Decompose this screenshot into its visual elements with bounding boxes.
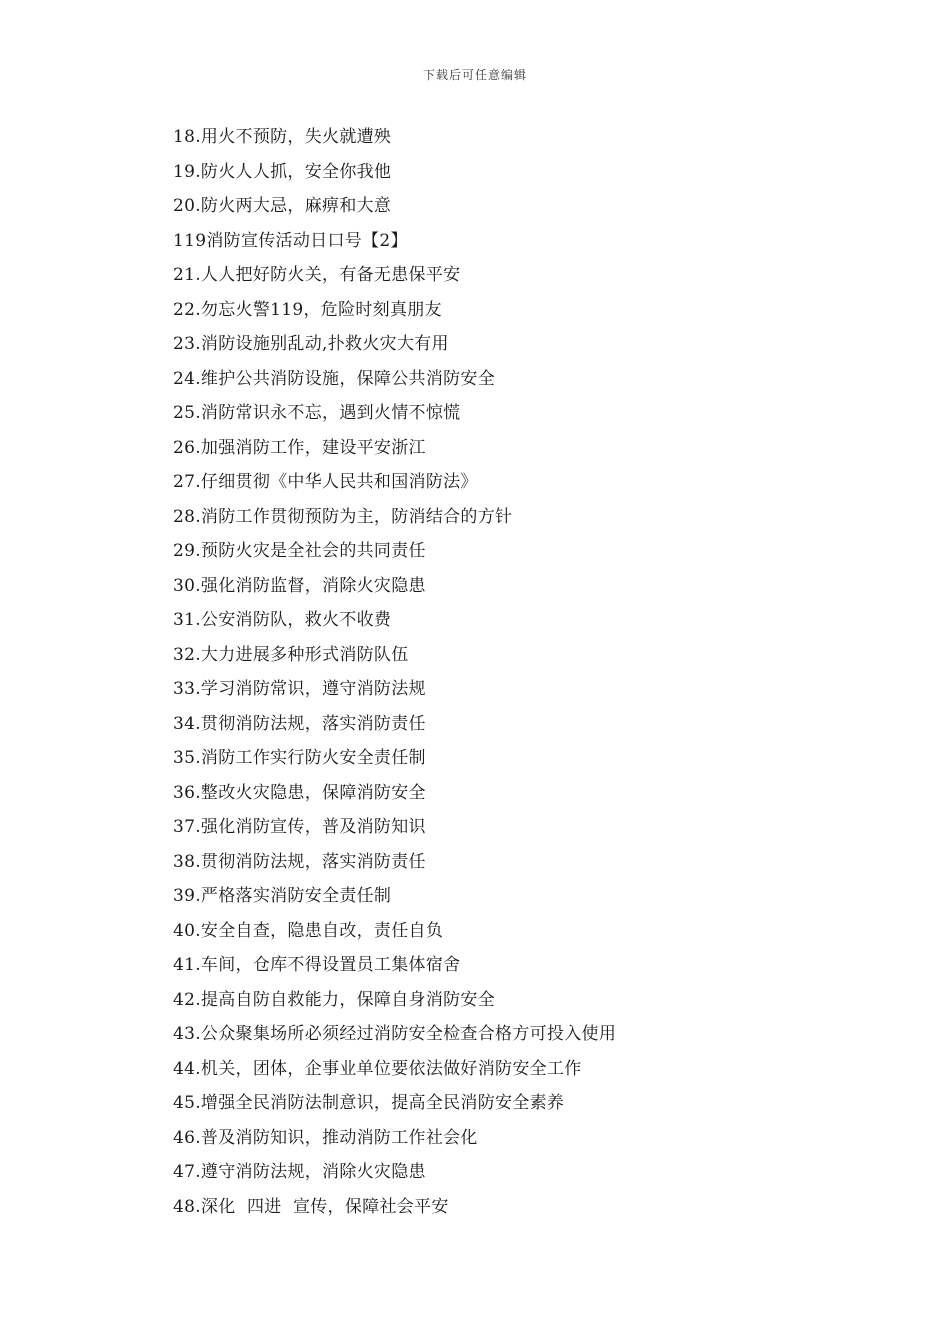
slogan-line: 32.大力进展多种形式消防队伍	[173, 644, 409, 665]
slogan-line: 29.预防火灾是全社会的共同责任	[173, 541, 426, 561]
slogan-line: 30.强化消防监督，消除火灾隐患	[173, 575, 426, 596]
slogan-line: 37.强化消防宣传，普及消防知识	[173, 817, 426, 837]
slogan-line: 45.增强全民消防法制意识，提高全民消防安全素养	[173, 1093, 565, 1113]
slogan-line: 27.仔细贯彻《中华人民共和国消防法》	[173, 472, 478, 492]
slogan-line: 40.安全自查，隐患自改，责任自负	[173, 920, 444, 941]
slogan-list	[173, 120, 873, 1224]
slogan-line: 20.防火两大忌，麻痹和大意	[173, 196, 392, 216]
slogan-line: 46.普及消防知识，推动消防工作社会化	[173, 1127, 478, 1148]
slogan-line: 33.学习消防常识，遵守消防法规	[173, 679, 426, 699]
header-note: 下载后可任意编辑	[422, 68, 527, 82]
slogan-line: 18.用火不预防，失火就遭殃	[173, 127, 392, 147]
slogan-line: 19.防火人人抓，安全你我他	[173, 161, 392, 182]
slogan-line: 38.贯彻消防法规，落实消防责任	[173, 851, 426, 872]
slogan-line: 43.公众聚集场所必须经过消防安全检查合格方可投入使用	[173, 1024, 617, 1044]
slogan-line: 48.深化 四进 宣传，保障社会平安	[173, 1196, 449, 1217]
slogan-line: 23.消防设施别乱动,扑救火灾大有用	[173, 334, 449, 354]
slogan-line: 39.严格落实消防安全责任制	[173, 886, 392, 906]
slogan-line: 47.遵守消防法规，消除火灾隐患	[173, 1162, 426, 1182]
slogan-line: 31.公安消防队，救火不收费	[173, 610, 392, 630]
section-heading: 119消防宣传活动日口号【2】	[173, 230, 408, 251]
slogan-line: 22.勿忘火警119，危险时刻真朋友	[173, 299, 442, 320]
slogan-line: 42.提高自防自救能力，保障自身消防安全	[173, 989, 496, 1010]
slogan-line: 34.贯彻消防法规，落实消防责任	[173, 713, 426, 734]
slogan-line: 26.加强消防工作，建设平安浙江	[173, 437, 426, 458]
slogan-line: 35.消防工作实行防火安全责任制	[173, 748, 426, 768]
slogan-line: 25.消防常识永不忘，遇到火情不惊慌	[173, 403, 461, 423]
slogan-line: 36.整改火灾隐患，保障消防安全	[173, 782, 426, 803]
slogan-line: 21.人人把好防火关，有备无患保平安	[173, 265, 461, 285]
slogan-line: 41.车间，仓库不得设置员工集体宿舍	[173, 955, 461, 975]
slogan-line: 28.消防工作贯彻预防为主，防消结合的方针	[173, 506, 513, 527]
slogan-line: 24.维护公共消防设施，保障公共消防安全	[173, 368, 496, 389]
slogan-line: 44.机关，团体，企事业单位要依法做好消防安全工作	[173, 1058, 582, 1079]
